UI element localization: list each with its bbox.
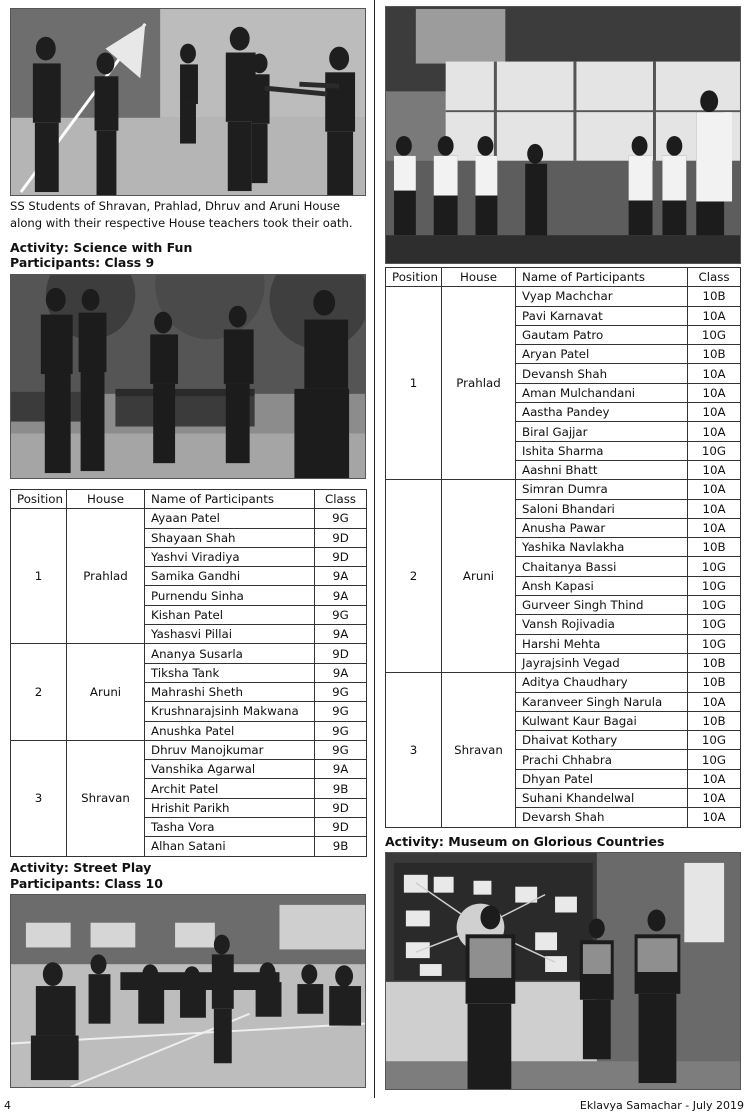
participant-class: 9B [315,837,367,856]
table-row [11,644,367,663]
participant-class: 9G [315,721,367,740]
participant-name: Jayrajsinh Vegad [516,653,688,672]
participant-class: 10G [688,615,741,634]
participant-name: Anushka Patel [145,721,315,740]
participant-class: 9D [315,818,367,837]
column-header-position: Position [11,490,67,509]
participant-class: 10G [688,557,741,576]
science-results-table [10,489,367,857]
house-cell: Prahlad [442,287,516,480]
participant-name: Vyap Machchar [516,287,688,306]
house-cell: Aruni [442,480,516,673]
participant-class: 9D [315,547,367,566]
participant-name: Mahrashi Sheth [145,682,315,701]
participant-class: 9A [315,760,367,779]
participant-name: Pavi Karnavat [516,306,688,325]
participant-class: 10G [688,731,741,750]
participant-name: Aman Mulchandani [516,383,688,402]
participant-name: Devarsh Shah [516,808,688,827]
house-cell: Prahlad [67,509,145,644]
participant-class: 9G [315,702,367,721]
column-header-class: Class [688,268,741,287]
participant-name: Hrishit Parikh [145,798,315,817]
participant-class: 9A [315,663,367,682]
participant-class: 10G [688,325,741,344]
participant-name: Devansh Shah [516,364,688,383]
participant-name: Suhani Khandelwal [516,789,688,808]
participant-name: Archit Patel [145,779,315,798]
table-header-row [11,490,367,509]
participant-name: Tiksha Tank [145,663,315,682]
participant-class: 10B [688,345,741,364]
column-header-house: House [442,268,516,287]
house-cell: Shravan [67,740,145,856]
street-play-participants: Participants: Class 10 [10,876,163,891]
position-cell: 3 [11,740,67,856]
participant-class: 9A [315,586,367,605]
participant-name: Ansh Kapasi [516,576,688,595]
participant-name: Gautam Patro [516,325,688,344]
column-header-position: Position [386,268,442,287]
participant-name: Yashika Navlakha [516,538,688,557]
street-play-activity-title: Activity: Street Play [10,860,152,875]
participant-name: Kulwant Kaur Bagai [516,711,688,730]
oath-ceremony-photo [10,8,366,196]
participant-name: Vanshika Agarwal [145,760,315,779]
participant-name: Alhan Satani [145,837,315,856]
participant-name: Dhruv Manojkumar [145,740,315,759]
participant-name: Krushnarajsinh Makwana [145,702,315,721]
column-header-house: House [67,490,145,509]
participant-name: Yashvi Viradiya [145,547,315,566]
participant-class: 9G [315,682,367,701]
participant-name: Purnendu Sinha [145,586,315,605]
participant-class: 10A [688,422,741,441]
participant-name: Ayaan Patel [145,509,315,528]
house-cell: Aruni [67,644,145,740]
participant-class: 10A [688,692,741,711]
participant-class: 10G [688,441,741,460]
participant-name: Gurveer Singh Thind [516,596,688,615]
table-header-row [386,268,741,287]
participant-class: 9B [315,779,367,798]
table-row [11,740,367,759]
museum-activity-title: Activity: Museum on Glorious Countries [385,834,665,849]
position-cell: 2 [386,480,442,673]
participant-class: 10A [688,518,741,537]
participant-class: 10A [688,808,741,827]
table-row [386,287,741,306]
participant-class: 10A [688,403,741,422]
participant-class: 10A [688,769,741,788]
participant-class: 10G [688,576,741,595]
participant-name: Harshi Mehta [516,634,688,653]
participant-class: 9D [315,528,367,547]
participant-name: Saloni Bhandari [516,499,688,518]
participant-class: 10A [688,306,741,325]
position-cell: 1 [386,287,442,480]
science-with-fun-photo [10,274,366,479]
participant-name: Chaitanya Bassi [516,557,688,576]
participant-name: Vansh Rojivadia [516,615,688,634]
position-cell: 3 [386,673,442,827]
table-row [386,480,741,499]
participant-class: 10B [688,711,741,730]
participant-name: Aryan Patel [516,345,688,364]
science-participants: Participants: Class 9 [10,255,155,270]
participant-class: 10B [688,653,741,672]
participant-class: 10B [688,538,741,557]
science-activity-title: Activity: Science with Fun [10,240,193,255]
street-play-photo [10,894,366,1088]
participant-class: 10A [688,499,741,518]
participant-name: Biral Gajjar [516,422,688,441]
participant-class: 9D [315,798,367,817]
oath-caption: SS Students of Shravan, Prahlad, Dhruv and Aruni House along with their respective House teachers took their oath. [10,199,353,230]
street-play-performance-photo [385,6,741,264]
column-header-name: Name of Participants [516,268,688,287]
house-cell: Shravan [442,673,516,827]
participant-name: Dhyan Patel [516,769,688,788]
column-header-class: Class [315,490,367,509]
participant-name: Dhaivat Kothary [516,731,688,750]
participant-name: Aastha Pandey [516,403,688,422]
participant-name: Aashni Bhatt [516,460,688,479]
publication-footer: Eklavya Samachar - July 2019 [579,1099,744,1112]
participant-class: 10A [688,460,741,479]
table-row [11,509,367,528]
participant-name: Simran Dumra [516,480,688,499]
participant-class: 10G [688,596,741,615]
participant-class: 9D [315,644,367,663]
participant-name: Anusha Pawar [516,518,688,537]
street-play-results-table [385,267,741,828]
participant-class: 10B [688,287,741,306]
table-row [386,673,741,692]
participant-class: 10B [688,673,741,692]
participant-name: Aditya Chaudhary [516,673,688,692]
participant-class: 10G [688,634,741,653]
museum-photo [385,852,741,1090]
participant-class: 9A [315,567,367,586]
column-divider [374,0,375,1098]
participant-class: 10A [688,364,741,383]
participant-class: 9G [315,509,367,528]
participant-class: 10G [688,750,741,769]
participant-name: Karanveer Singh Narula [516,692,688,711]
position-cell: 1 [11,509,67,644]
column-header-name: Name of Participants [145,490,315,509]
participant-name: Tasha Vora [145,818,315,837]
participant-class: 10A [688,383,741,402]
participant-class: 10A [688,789,741,808]
participant-name: Ananya Susarla [145,644,315,663]
participant-name: Yashasvi Pillai [145,625,315,644]
participant-name: Ishita Sharma [516,441,688,460]
participant-name: Kishan Patel [145,605,315,624]
participant-class: 9G [315,740,367,759]
participant-class: 9G [315,605,367,624]
position-cell: 2 [11,644,67,740]
page-number: 4 [4,1099,11,1112]
participant-class: 9A [315,625,367,644]
participant-name: Prachi Chhabra [516,750,688,769]
participant-class: 10A [688,480,741,499]
participant-name: Shayaan Shah [145,528,315,547]
participant-name: Samika Gandhi [145,567,315,586]
